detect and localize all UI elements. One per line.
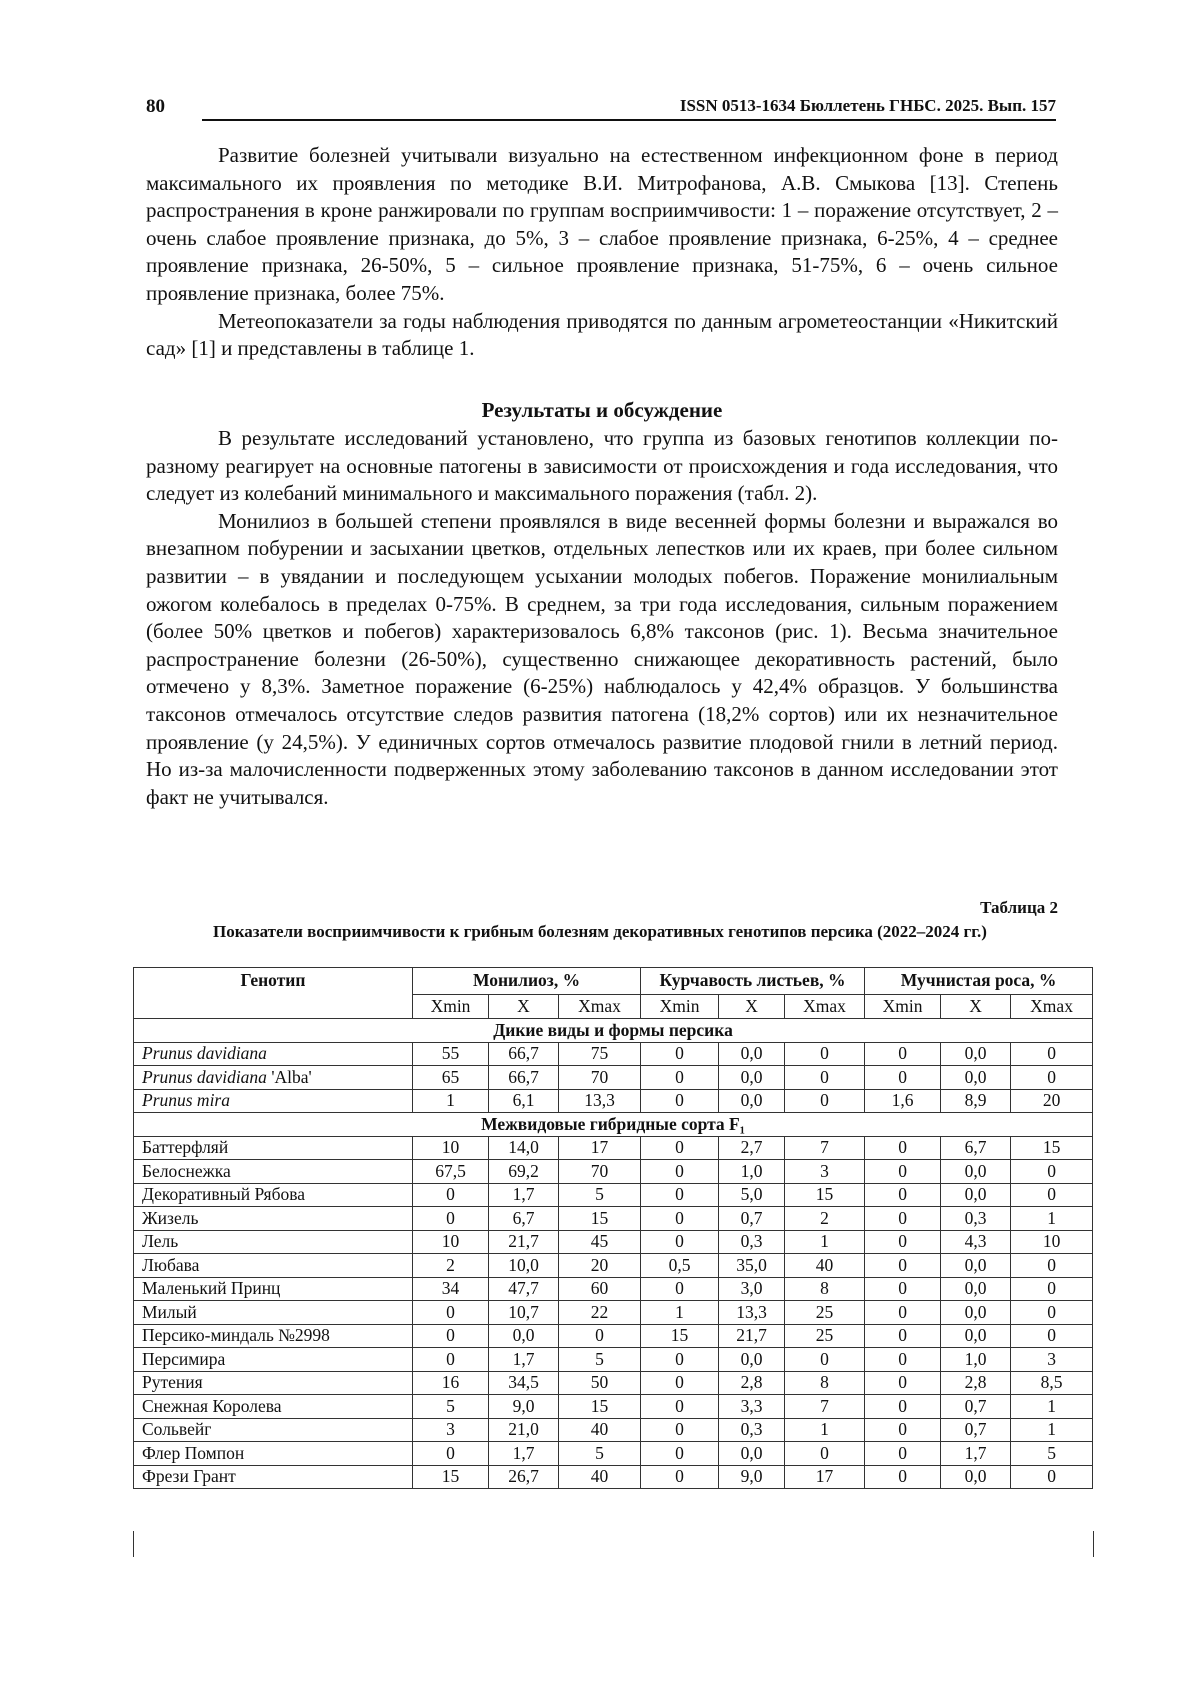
paragraph: Монилиоз в большей степени проявлялся в виде весенней формы болезни и выражался во внезапном побурении и засыхании цветков, отдельных лепестков или их краев, при более сильном развитии – в увядании и последующем усыхании молодых побегов. Поражение монилиальным ожогом колебалось в пределах 0-75%. В среднем, за три года исследования, сильным поражением (более 50% цветков и побегов) характеризовалось 6,8% таксонов (рис. 1). Весьма значительное распространение болезни (26-50%), существенно снижающее декоративность растений, было отмечено у 8,3%. Заметное поражение (6-25%) наблюдалось у 42,4% образцов. У большинства таксонов отмечалось отсутствие следов развития патогена (18,2% сортов) или их незначительное проявление (у 24,5%). У единичных сортов отмечалось развитие плодовой гнили в летний период. Но из-за малочисленности подверженных этому заболеванию таксонов в данном исследовании этот факт не учитывался. (146, 508, 1058, 809)
journal-title: ISSN 0513-1634 Бюллетень ГНБС. 2025. Вып. 157 (679, 96, 1056, 115)
value-cell: 47,7 (489, 1277, 559, 1301)
value-cell: 0 (641, 1371, 719, 1395)
subheader-xmax: Xmax (785, 994, 865, 1018)
value-cell: 66,7 (489, 1042, 559, 1066)
table-row (134, 1136, 1093, 1160)
table-row (134, 1418, 1093, 1442)
value-cell: 1 (1011, 1418, 1093, 1442)
table-row (134, 1089, 1093, 1113)
value-cell: 0,0 (489, 1324, 559, 1348)
value-cell: 3 (413, 1418, 489, 1442)
value-cell: 1,7 (941, 1442, 1011, 1466)
genotype-name: Милый (134, 1301, 413, 1325)
value-cell: 0 (865, 1254, 941, 1278)
susceptibility-table (133, 967, 1093, 1489)
table-row (134, 1371, 1093, 1395)
value-cell: 0 (1011, 1183, 1093, 1207)
value-cell: 40 (559, 1465, 641, 1489)
table-row (134, 1465, 1093, 1489)
subheader-xmin: Xmin (641, 994, 719, 1018)
genotype-name: Рутения (134, 1371, 413, 1395)
genotype-name: Лель (134, 1230, 413, 1254)
value-cell: 0 (865, 1324, 941, 1348)
value-cell: 0 (865, 1371, 941, 1395)
value-cell: 0 (865, 1230, 941, 1254)
value-cell: 0 (1011, 1254, 1093, 1278)
value-cell: 0 (865, 1418, 941, 1442)
methods-text (146, 142, 1058, 363)
table-row (134, 1230, 1093, 1254)
value-cell: 35,0 (719, 1254, 785, 1278)
subheader-x: X (719, 994, 785, 1018)
value-cell: 0,0 (941, 1324, 1011, 1348)
value-cell: 0 (413, 1348, 489, 1372)
value-cell: 67,5 (413, 1160, 489, 1184)
value-cell: 21,7 (719, 1324, 785, 1348)
value-cell: 5 (413, 1395, 489, 1419)
genotype-name: Маленький Принц (134, 1277, 413, 1301)
value-cell: 15 (641, 1324, 719, 1348)
value-cell: 60 (559, 1277, 641, 1301)
value-cell: 2,8 (719, 1371, 785, 1395)
value-cell: 0 (641, 1089, 719, 1113)
value-cell: 10,7 (489, 1301, 559, 1325)
table-row (134, 1442, 1093, 1466)
value-cell: 65 (413, 1066, 489, 1090)
genotype-name: Любава (134, 1254, 413, 1278)
value-cell: 0 (865, 1160, 941, 1184)
column-header-genotype: Генотип (134, 968, 413, 1019)
value-cell: 0 (865, 1395, 941, 1419)
value-cell: 0 (1011, 1042, 1093, 1066)
value-cell: 0 (865, 1277, 941, 1301)
value-cell: 22 (559, 1301, 641, 1325)
value-cell: 5,0 (719, 1183, 785, 1207)
value-cell: 25 (785, 1324, 865, 1348)
value-cell: 1 (785, 1418, 865, 1442)
table-row (134, 1395, 1093, 1419)
value-cell: 34 (413, 1277, 489, 1301)
subheader-xmax: Xmax (559, 994, 641, 1018)
genotype-name (134, 1089, 413, 1113)
value-cell: 4,3 (941, 1230, 1011, 1254)
value-cell: 20 (559, 1254, 641, 1278)
latin-name: Prunus davidiana (142, 1066, 267, 1087)
value-cell: 0 (1011, 1277, 1093, 1301)
value-cell: 0 (641, 1465, 719, 1489)
value-cell: 1 (1011, 1207, 1093, 1231)
value-cell: 8 (785, 1371, 865, 1395)
value-cell: 1 (413, 1089, 489, 1113)
value-cell: 0 (641, 1207, 719, 1231)
genotype-name: Фрези Грант (134, 1465, 413, 1489)
value-cell: 0 (641, 1230, 719, 1254)
value-cell: 13,3 (719, 1301, 785, 1325)
value-cell: 10 (413, 1230, 489, 1254)
genotype-name (134, 1066, 413, 1090)
value-cell: 70 (559, 1160, 641, 1184)
value-cell: 0 (641, 1418, 719, 1442)
value-cell: 8,5 (1011, 1371, 1093, 1395)
genotype-name: Декоративный Рябова (134, 1183, 413, 1207)
value-cell: 15 (1011, 1136, 1093, 1160)
subheader-x: X (489, 994, 559, 1018)
value-cell: 69,2 (489, 1160, 559, 1184)
value-cell: 40 (559, 1418, 641, 1442)
value-cell: 5 (559, 1183, 641, 1207)
value-cell: 0 (865, 1207, 941, 1231)
value-cell: 0,0 (941, 1301, 1011, 1325)
value-cell: 0,0 (719, 1442, 785, 1466)
value-cell: 0 (641, 1348, 719, 1372)
table-body (134, 1019, 1093, 1489)
value-cell: 0,3 (719, 1230, 785, 1254)
running-header (146, 96, 1056, 122)
value-cell: 1 (785, 1230, 865, 1254)
value-cell: 15 (785, 1183, 865, 1207)
value-cell: 14,0 (489, 1136, 559, 1160)
value-cell: 0,0 (719, 1089, 785, 1113)
value-cell: 5 (559, 1348, 641, 1372)
genotype-name: Жизель (134, 1207, 413, 1231)
value-cell: 0 (785, 1066, 865, 1090)
table-row (134, 1254, 1093, 1278)
value-cell: 0,3 (719, 1418, 785, 1442)
value-cell: 2 (785, 1207, 865, 1231)
value-cell: 17 (785, 1465, 865, 1489)
table-row (134, 1277, 1093, 1301)
value-cell: 1,0 (719, 1160, 785, 1184)
genotype-name (134, 1042, 413, 1066)
value-cell: 45 (559, 1230, 641, 1254)
value-cell: 3,0 (719, 1277, 785, 1301)
genotype-name: Персико-миндаль №2998 (134, 1324, 413, 1348)
value-cell: 7 (785, 1136, 865, 1160)
value-cell: 21,7 (489, 1230, 559, 1254)
value-cell: 1,6 (865, 1089, 941, 1113)
value-cell: 40 (785, 1254, 865, 1278)
value-cell: 0 (865, 1442, 941, 1466)
subheader-xmax: Xmax (1011, 994, 1093, 1018)
value-cell: 0 (641, 1066, 719, 1090)
table-row (134, 1324, 1093, 1348)
genotype-name: Персимира (134, 1348, 413, 1372)
value-cell: 0,7 (941, 1418, 1011, 1442)
results-text (146, 425, 1058, 811)
value-cell: 0 (413, 1324, 489, 1348)
table-row (134, 1348, 1093, 1372)
table-row (134, 1066, 1093, 1090)
value-cell: 0 (785, 1042, 865, 1066)
column-header-moniliosis: Монилиоз, % (413, 968, 641, 995)
value-cell: 0 (865, 1301, 941, 1325)
value-cell: 0,0 (719, 1042, 785, 1066)
value-cell: 10 (413, 1136, 489, 1160)
value-cell: 5 (559, 1442, 641, 1466)
paragraph: В результате исследований установлено, что группа из базовых генотипов коллекции по-разному реагирует на основные патогены в зависимости от происхождения и года исследования, что следует из колебаний минимального и максимального поражения (табл. 2). (146, 426, 1058, 506)
genotype-name: Снежная Королева (134, 1395, 413, 1419)
value-cell: 2 (413, 1254, 489, 1278)
value-cell: 1 (1011, 1395, 1093, 1419)
subheader-x: X (941, 994, 1011, 1018)
value-cell: 0 (641, 1136, 719, 1160)
value-cell: 0 (1011, 1160, 1093, 1184)
paragraph: Развитие болезней учитывали визуально на естественном инфекционном фоне в период максимального их проявления по методике В.И. Митрофанова, А.В. Смыкова [13]. Степень распространения в кроне ранжировали по группам восприимчивости: 1 – поражение отсутствует, 2 – очень слабое проявление признака, до 5%, 3 – слабое проявление признака, 6-25%, 4 – среднее проявление признака, 26-50%, 5 – сильное проявление признака, 51-75%, 6 – очень сильное проявление признака, более 75%. (146, 143, 1058, 305)
value-cell: 7 (785, 1395, 865, 1419)
paragraph: Метеопоказатели за годы наблюдения приводятся по данным агрометеостанции «Никитский сад» [1] и представлены в таблице 1. (146, 308, 1058, 361)
table-row (134, 1301, 1093, 1325)
value-cell: 15 (559, 1395, 641, 1419)
value-cell: 0 (1011, 1324, 1093, 1348)
value-cell: 0,7 (719, 1207, 785, 1231)
value-cell: 0 (865, 1136, 941, 1160)
value-cell: 0 (1011, 1465, 1093, 1489)
table-row (134, 1207, 1093, 1231)
value-cell: 0,0 (719, 1066, 785, 1090)
value-cell: 0,0 (941, 1066, 1011, 1090)
value-cell: 0 (641, 1183, 719, 1207)
value-cell: 0,0 (941, 1160, 1011, 1184)
value-cell: 0 (785, 1348, 865, 1372)
value-cell: 25 (785, 1301, 865, 1325)
value-cell: 1,7 (489, 1183, 559, 1207)
latin-name: Prunus davidiana (142, 1043, 267, 1064)
value-cell: 0 (865, 1465, 941, 1489)
value-cell: 0,0 (941, 1465, 1011, 1489)
table-row (134, 1042, 1093, 1066)
value-cell: 6,1 (489, 1089, 559, 1113)
table-caption: Показатели восприимчивости к грибным болезням декоративных генотипов персика (2022–2024 гг.) (213, 922, 987, 941)
value-cell: 0 (785, 1442, 865, 1466)
value-cell: 0 (641, 1042, 719, 1066)
value-cell: 0,0 (941, 1183, 1011, 1207)
table-row (134, 1183, 1093, 1207)
column-header-powdery-mildew: Мучнистая роса, % (865, 968, 1093, 995)
genotype-name: Баттерфляй (134, 1136, 413, 1160)
group-title: Дикие виды и формы персика (134, 1019, 1093, 1043)
table-label: Таблица 2 (980, 898, 1058, 917)
value-cell: 0 (559, 1324, 641, 1348)
value-cell: 15 (559, 1207, 641, 1231)
group-title: Межвидовые гибридные сорта F₁ (134, 1113, 1093, 1137)
page-number: 80 (146, 96, 165, 117)
value-cell: 34,5 (489, 1371, 559, 1395)
table-header-row (134, 968, 1093, 995)
value-cell: 50 (559, 1371, 641, 1395)
value-cell: 70 (559, 1066, 641, 1090)
value-cell: 0,0 (941, 1277, 1011, 1301)
value-cell: 0 (641, 1277, 719, 1301)
value-cell: 16 (413, 1371, 489, 1395)
value-cell: 17 (559, 1136, 641, 1160)
value-cell: 10 (1011, 1230, 1093, 1254)
value-cell: 0 (413, 1301, 489, 1325)
value-cell: 0 (865, 1183, 941, 1207)
value-cell: 9,0 (719, 1465, 785, 1489)
value-cell: 15 (413, 1465, 489, 1489)
value-cell: 1 (641, 1301, 719, 1325)
value-cell: 0 (641, 1442, 719, 1466)
value-cell: 8,9 (941, 1089, 1011, 1113)
genotype-name: Белоснежка (134, 1160, 413, 1184)
value-cell: 26,7 (489, 1465, 559, 1489)
value-cell: 20 (1011, 1089, 1093, 1113)
value-cell: 21,0 (489, 1418, 559, 1442)
value-cell: 3 (1011, 1348, 1093, 1372)
value-cell: 0 (641, 1160, 719, 1184)
value-cell: 55 (413, 1042, 489, 1066)
value-cell: 0 (865, 1066, 941, 1090)
value-cell: 0 (865, 1348, 941, 1372)
table-group-row (134, 1113, 1093, 1137)
value-cell: 6,7 (941, 1136, 1011, 1160)
value-cell: 1,0 (941, 1348, 1011, 1372)
cultivar-suffix: 'Alba' (266, 1066, 312, 1087)
value-cell: 0 (785, 1089, 865, 1113)
value-cell: 3 (785, 1160, 865, 1184)
value-cell: 0,5 (641, 1254, 719, 1278)
value-cell: 3,3 (719, 1395, 785, 1419)
value-cell: 0,7 (941, 1395, 1011, 1419)
subheader-xmin: Xmin (865, 994, 941, 1018)
genotype-name: Сольвейг (134, 1418, 413, 1442)
latin-name: Prunus mira (142, 1090, 230, 1111)
value-cell: 5 (1011, 1442, 1093, 1466)
header-rule (202, 119, 1056, 121)
value-cell: 1,7 (489, 1442, 559, 1466)
table-continuation (133, 1531, 1094, 1557)
value-cell: 8 (785, 1277, 865, 1301)
genotype-name: Флер Помпон (134, 1442, 413, 1466)
table-row (134, 1160, 1093, 1184)
value-cell: 75 (559, 1042, 641, 1066)
value-cell: 0 (1011, 1066, 1093, 1090)
value-cell: 0,3 (941, 1207, 1011, 1231)
value-cell: 0 (641, 1395, 719, 1419)
subheader-xmin: Xmin (413, 994, 489, 1018)
value-cell: 10,0 (489, 1254, 559, 1278)
value-cell: 0 (413, 1183, 489, 1207)
column-header-leaf-curl: Курчавость листьев, % (641, 968, 865, 995)
value-cell: 0 (1011, 1301, 1093, 1325)
value-cell: 2,8 (941, 1371, 1011, 1395)
value-cell: 0,0 (719, 1348, 785, 1372)
value-cell: 0,0 (941, 1042, 1011, 1066)
value-cell: 0 (413, 1207, 489, 1231)
section-title: Результаты и обсуждение (481, 398, 723, 422)
value-cell: 1,7 (489, 1348, 559, 1372)
value-cell: 66,7 (489, 1066, 559, 1090)
value-cell: 13,3 (559, 1089, 641, 1113)
table-group-row (134, 1019, 1093, 1043)
value-cell: 0,0 (941, 1254, 1011, 1278)
value-cell: 0 (413, 1442, 489, 1466)
value-cell: 6,7 (489, 1207, 559, 1231)
value-cell: 2,7 (719, 1136, 785, 1160)
value-cell: 0 (865, 1042, 941, 1066)
value-cell: 9,0 (489, 1395, 559, 1419)
